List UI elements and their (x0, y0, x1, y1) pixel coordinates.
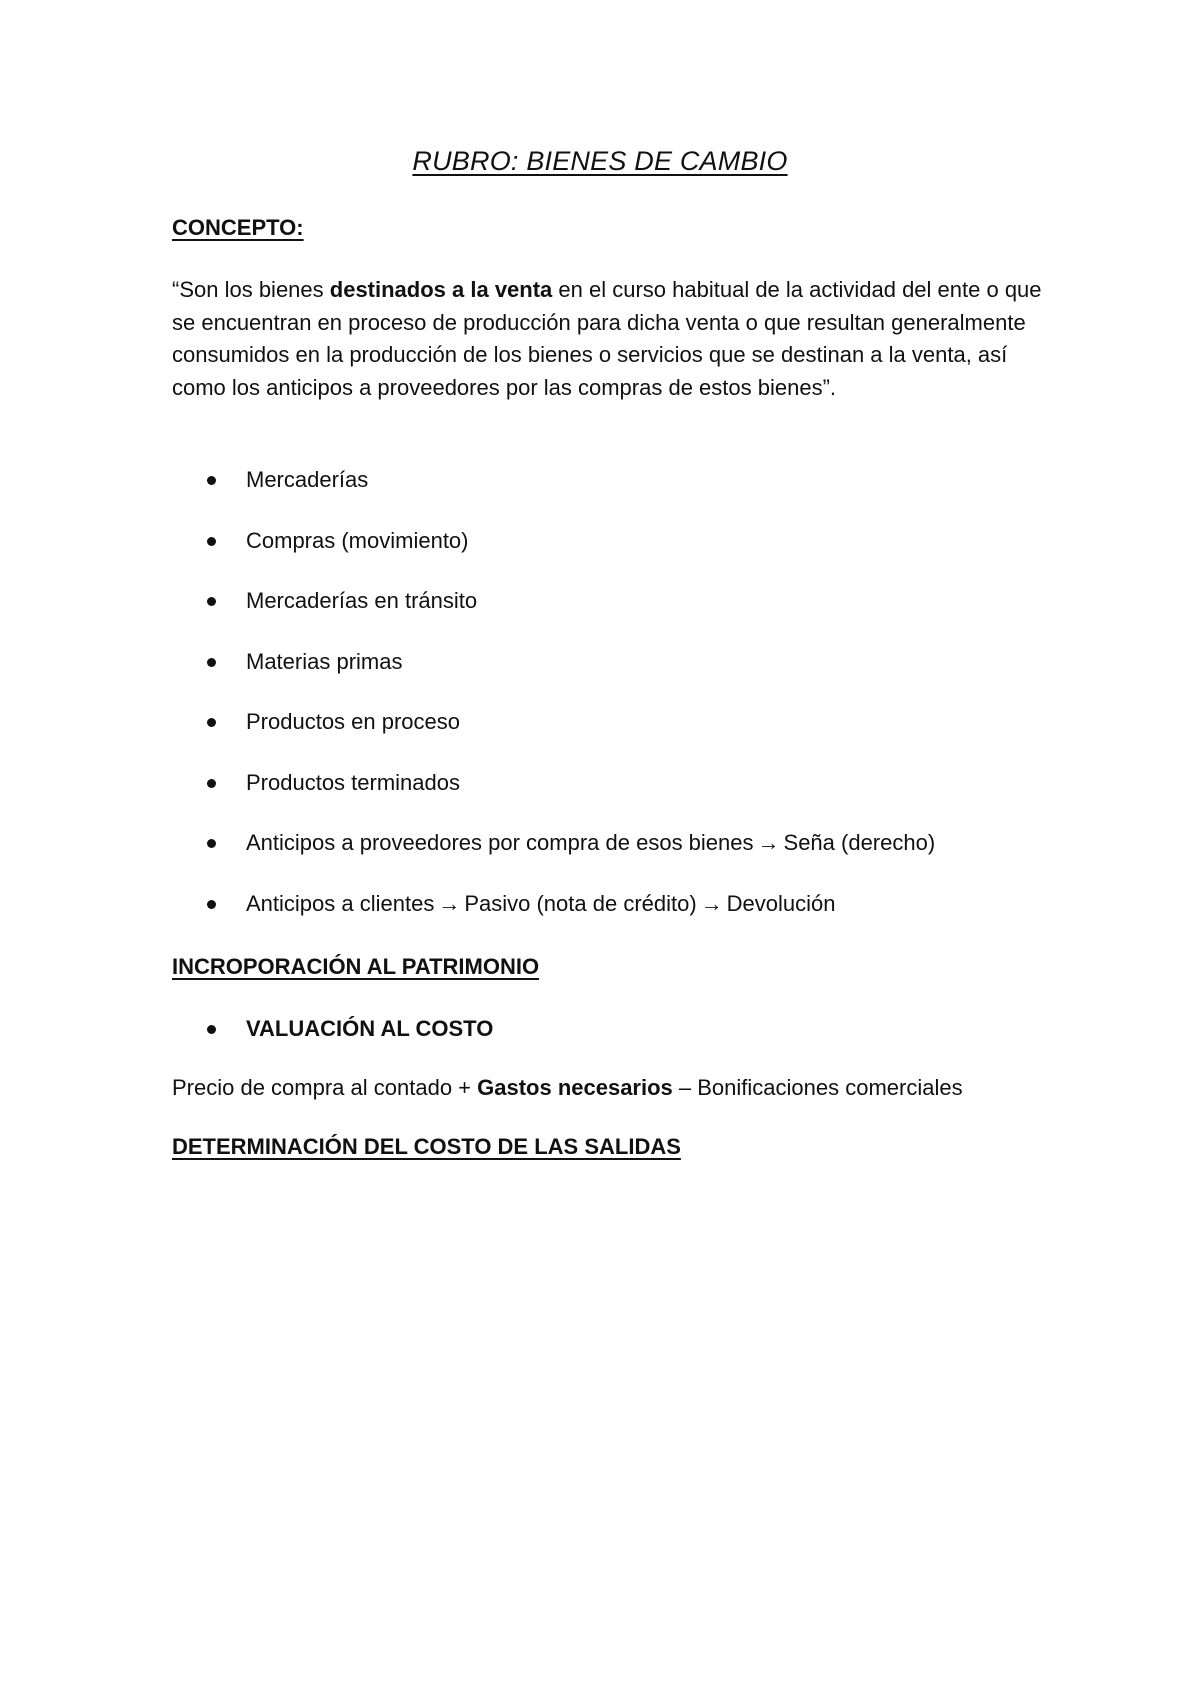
concept-quote (172, 274, 1052, 404)
concept-heading: CONCEPTO: (172, 215, 304, 240)
arrow-right-icon: → (757, 830, 780, 855)
formula-part-2: – Bonificaciones comerciales (672, 1075, 963, 1100)
list-item (172, 827, 935, 888)
valuation-list-item (172, 1013, 493, 1045)
list-item-text: Compras (movimiento) (246, 527, 469, 553)
determination-heading: DETERMINACIÓN DEL COSTO DE LAS SALIDAS (172, 1134, 681, 1159)
arrow-right-icon: → (438, 890, 461, 916)
quote-part-1: “Son los bienes (172, 277, 330, 302)
list-item-text: Anticipos a clientes (246, 890, 435, 916)
list-item (172, 767, 935, 828)
bullet-icon (207, 900, 216, 909)
list-item-text: Devolución (726, 890, 836, 916)
incorporation-heading: INCROPORACIÓN AL PATRIMONIO (172, 954, 540, 979)
bullet-icon (207, 1025, 216, 1034)
formula-bold: Gastos necesarios (477, 1075, 673, 1100)
quote-bold: destinados a la venta (329, 277, 553, 302)
list-item (172, 525, 935, 586)
bullet-icon (207, 476, 216, 485)
bullet-icon (207, 779, 216, 788)
list-item-text: Mercaderías en tránsito (246, 588, 478, 613)
arrow-right-icon: → (700, 890, 723, 916)
concept-bullet-list (172, 464, 935, 948)
list-item (172, 706, 935, 767)
list-item-text: Productos en proceso (246, 709, 461, 734)
bullet-icon (207, 658, 216, 667)
formula-part-1: Precio de compra al contado + (172, 1075, 478, 1100)
list-item (172, 464, 935, 525)
list-item-text: Mercaderías (246, 467, 369, 492)
bullet-icon (207, 718, 216, 727)
list-item-text: Materias primas (246, 648, 403, 674)
quote-part-2: en el curso habitual de la actividad del ente o que se encuentran en proceso de producción para dicha venta o que resultan generalmente consumidos en la producción de los bienes o servicios que se destinan a la venta, así como los anticipos a proveedores por las compras de estos bienes”. (172, 277, 1042, 400)
bullet-icon (207, 537, 216, 546)
list-item (172, 888, 935, 949)
document-title: RUBRO: BIENES DE CAMBIO (412, 146, 788, 176)
bullet-icon (207, 839, 216, 848)
list-item (172, 585, 935, 646)
cost-formula (172, 1072, 963, 1104)
bullet-icon (207, 597, 216, 606)
valuation-item-text: VALUACIÓN AL COSTO (246, 1016, 494, 1041)
list-item-text: Productos terminados (246, 769, 460, 795)
list-item-text: Seña (derecho) (783, 830, 936, 855)
list-item-text: Pasivo (nota de crédito) (464, 890, 697, 916)
list-item-text: Anticipos a proveedores por compra de esos bienes (246, 830, 754, 855)
list-item (172, 646, 935, 707)
